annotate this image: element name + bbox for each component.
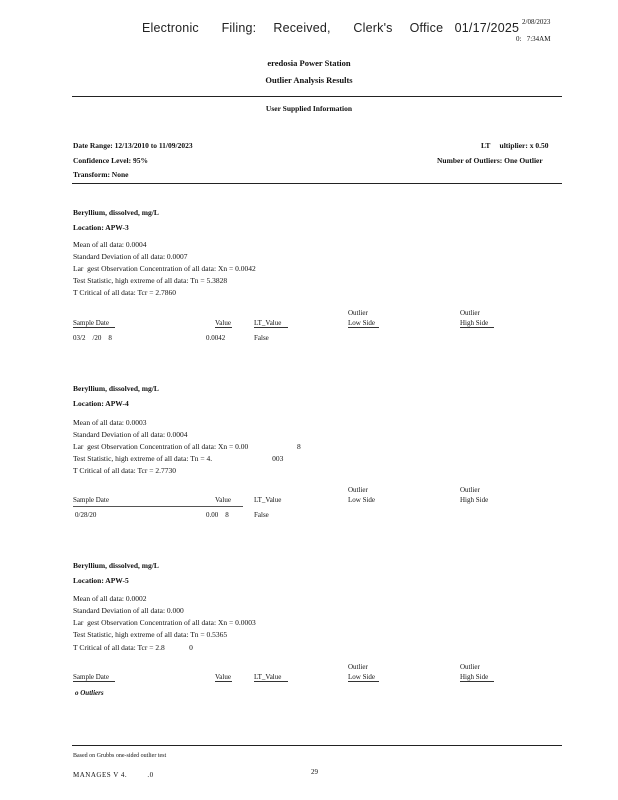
col-low-side: Low Side bbox=[348, 673, 379, 682]
stat-line: T Critical of all data: Tcr = 2.7730 bbox=[73, 466, 176, 475]
outlier-low-header: Outlier bbox=[348, 309, 368, 317]
outlier-high-header: Outlier bbox=[460, 663, 480, 671]
col-sample-date: Sample Date bbox=[73, 673, 115, 682]
divider bbox=[72, 183, 562, 184]
col-lt-value: LT_Value bbox=[254, 496, 282, 504]
print-date: 2/08/2023 bbox=[522, 18, 551, 26]
col-low-side: Low Side bbox=[348, 496, 376, 504]
row-value: 0.00 8 bbox=[206, 511, 229, 519]
parameter-name: Beryllium, dissolved, mg/L bbox=[73, 208, 159, 217]
col-sample-date: Sample Date bbox=[73, 319, 115, 328]
location-label: Location: APW-5 bbox=[73, 576, 129, 585]
print-time: 0: 7:34AM bbox=[516, 35, 551, 43]
outlier-high-header: Outlier bbox=[460, 309, 480, 317]
outlier-low-header: Outlier bbox=[348, 486, 368, 494]
row-date: 03/2 /20 8 bbox=[73, 334, 112, 342]
filing-stamp: Electronic Filing: Received, Clerk's Office 01/17/2025 bbox=[142, 21, 520, 35]
stat-line: Mean of all data: 0.0003 bbox=[73, 418, 147, 427]
col-lt-value: LT_Value bbox=[254, 319, 288, 328]
footer-note: Based on Grubbs one-sided outlier test bbox=[73, 753, 167, 759]
stat-line: Test Statistic, high extreme of all data: Tn = 5.3828 bbox=[73, 276, 228, 285]
number-of-outliers: Number of Outliers: One Outlier bbox=[437, 156, 543, 165]
section-title: User Supplied Information bbox=[265, 104, 353, 113]
outlier-low-header: Outlier bbox=[348, 663, 368, 671]
outlier-high-header: Outlier bbox=[460, 486, 480, 494]
location-label: Location: APW-4 bbox=[73, 399, 129, 408]
footer-divider bbox=[72, 745, 562, 746]
stat-line: Lar gest Observation Concentration of all data: Xn = 0.00 8 bbox=[73, 442, 301, 451]
parameter-name: Beryllium, dissolved, mg/L bbox=[73, 561, 159, 570]
stat-line: Test Statistic, high extreme of all data: Tn = 0.5365 bbox=[73, 630, 228, 639]
row-date: 0/28/20 bbox=[75, 511, 97, 519]
row-lt: False bbox=[254, 334, 269, 342]
row-lt: False bbox=[254, 511, 269, 519]
col-value: Value bbox=[215, 496, 231, 504]
lt-multiplier: LT ultiplier: x 0.50 bbox=[481, 141, 549, 150]
page-number: 29 bbox=[311, 768, 318, 776]
stat-line: Standard Deviation of all data: 0.0007 bbox=[73, 252, 188, 261]
software-version: MANAGES V 4. .0 bbox=[73, 771, 154, 779]
confidence-level: Confidence Level: 95% bbox=[73, 156, 148, 165]
no-outliers-note: o Outliers bbox=[75, 689, 104, 697]
stat-line: Standard Deviation of all data: 0.000 bbox=[73, 606, 184, 615]
stat-line: T Critical of all data: Tcr = 2.8 0 bbox=[73, 643, 193, 652]
col-high-side: High Side bbox=[460, 673, 494, 682]
transform: Transform: None bbox=[73, 170, 129, 179]
stat-line: Standard Deviation of all data: 0.0004 bbox=[73, 430, 188, 439]
col-sample-date: Sample Date bbox=[73, 496, 109, 504]
parameter-name: Beryllium, dissolved, mg/L bbox=[73, 384, 159, 393]
col-low-side: Low Side bbox=[348, 319, 379, 328]
col-high-side: High Side bbox=[460, 319, 494, 328]
location-label: Location: APW-3 bbox=[73, 223, 129, 232]
date-range: Date Range: 12/13/2010 to 11/09/2023 bbox=[73, 141, 193, 150]
stat-line: T Critical of all data: Tcr = 2.7860 bbox=[73, 288, 176, 297]
stat-line: Mean of all data: 0.0004 bbox=[73, 240, 147, 249]
stat-line: Mean of all data: 0.0002 bbox=[73, 594, 147, 603]
col-value: Value bbox=[215, 673, 231, 681]
col-lt-value: LT_Value bbox=[254, 673, 288, 682]
stat-line: Lar gest Observation Concentration of all data: Xn = 0.0003 bbox=[73, 618, 256, 627]
stat-line: Lar gest Observation Concentration of all data: Xn = 0.0042 bbox=[73, 264, 256, 273]
table-header-rule bbox=[73, 506, 243, 507]
row-value: 0.0042 bbox=[206, 334, 226, 342]
station-name: eredosia Power Station bbox=[267, 58, 351, 68]
stat-line: Test Statistic, high extreme of all data: Tn = 4. 003 bbox=[73, 454, 284, 463]
col-high-side: High Side bbox=[460, 496, 489, 504]
col-value: Value bbox=[215, 319, 231, 327]
divider bbox=[72, 96, 562, 97]
report-title: Outlier Analysis Results bbox=[265, 75, 353, 85]
